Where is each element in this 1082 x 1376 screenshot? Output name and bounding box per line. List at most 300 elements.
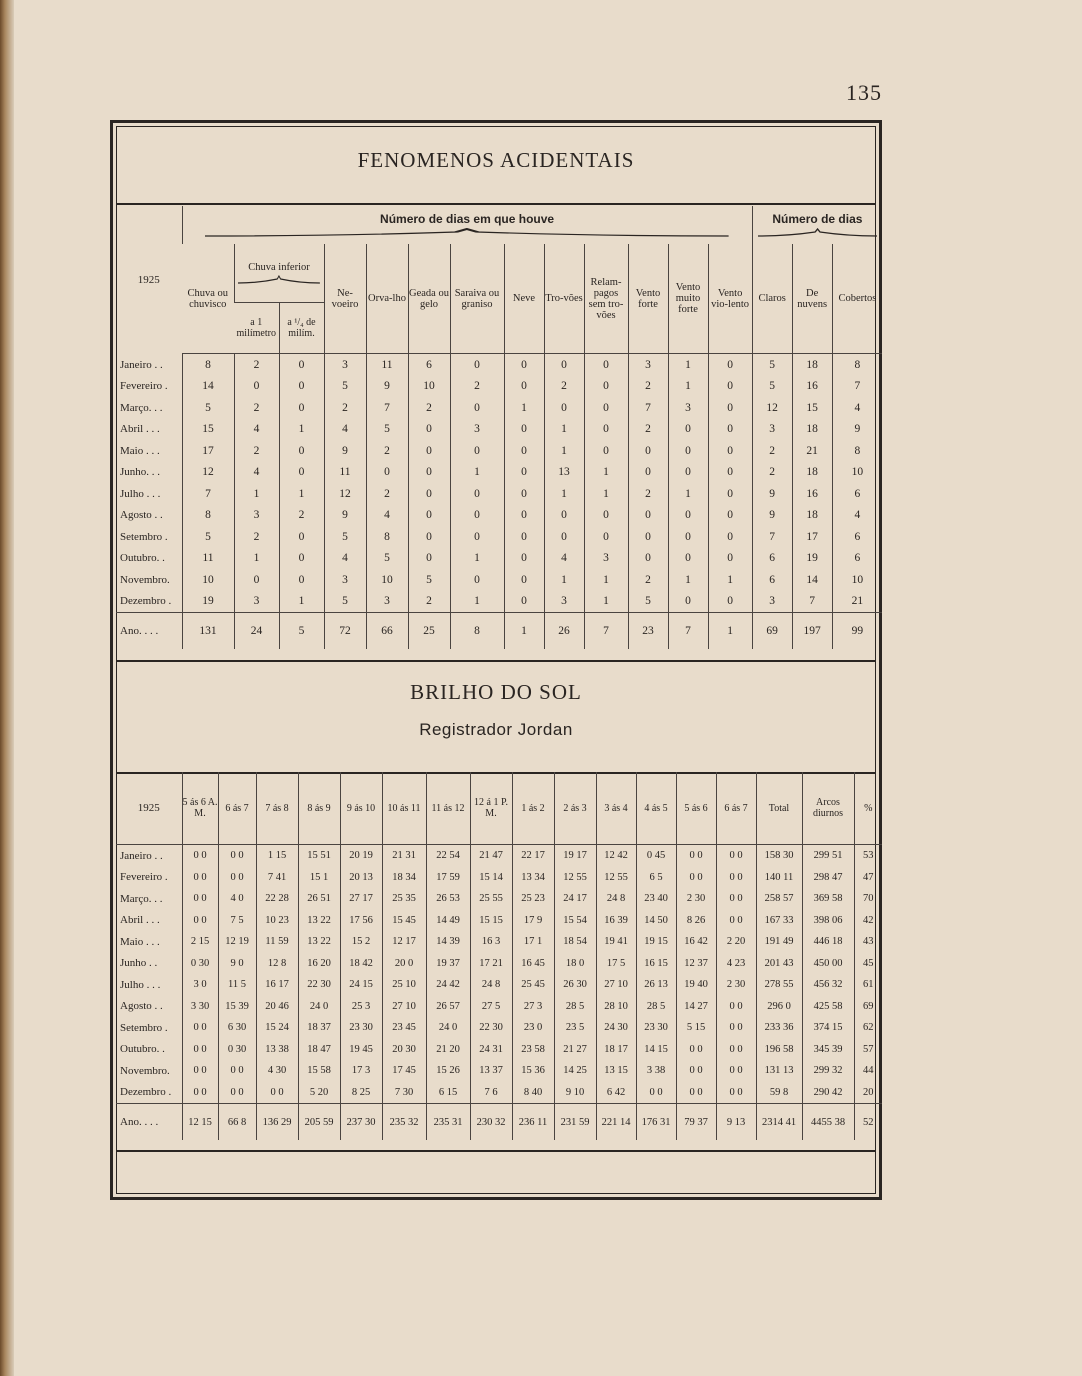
row-label: Junho. . . <box>120 466 161 479</box>
table-row <box>116 526 882 548</box>
table-cell: 22 30 <box>470 1017 512 1039</box>
table-row <box>116 354 882 376</box>
table-cell: 0 0 <box>716 845 756 867</box>
table-cell: 16 15 <box>636 953 676 975</box>
table-cell: 19 <box>792 548 832 570</box>
table-cell: 21 47 <box>470 845 512 867</box>
table-cell: 0 <box>544 397 584 419</box>
table-cell: 0 0 <box>218 867 256 889</box>
table-cell: 2 30 <box>716 974 756 996</box>
table-cell: 299 51 <box>802 845 854 867</box>
table-cell: 237 30 <box>340 1104 382 1141</box>
table-cell: 345 39 <box>802 1039 854 1061</box>
table-cell: 16 42 <box>676 931 716 953</box>
table-cell: 16 17 <box>256 974 298 996</box>
table-cell: 14 27 <box>676 996 716 1018</box>
table-cell: 61 <box>854 974 882 996</box>
table-cell: 2 <box>234 354 279 376</box>
table-cell: 28 10 <box>596 996 636 1018</box>
table-cell: 24 31 <box>470 1039 512 1061</box>
table-cell: 14 <box>792 569 832 591</box>
table-cell: 22 30 <box>298 974 340 996</box>
table-cell: 0 <box>544 505 584 527</box>
table-cell: 12 8 <box>256 953 298 975</box>
table-cell: 3 <box>584 548 628 570</box>
table-cell: 15 58 <box>298 1060 340 1082</box>
table-cell: 10 <box>832 569 882 591</box>
chuva-inferior-label: Chuva inferior <box>248 261 310 273</box>
table-cell: 13 38 <box>256 1039 298 1061</box>
table-cell: 0 <box>279 354 324 376</box>
table-cell: 0 <box>584 354 628 376</box>
col-3-4: 3 ás 4 <box>596 772 636 845</box>
table-cell: 0 <box>668 591 708 613</box>
row-label: Agosto . . <box>120 509 163 522</box>
table-cell: 1 15 <box>256 845 298 867</box>
table-cell: 26 51 <box>298 888 340 910</box>
group-header-days <box>182 206 752 244</box>
year-header-2: 1925 <box>116 772 182 845</box>
table-cell: 0 0 <box>716 1082 756 1104</box>
table-cell: 66 8 <box>218 1104 256 1141</box>
brace-icon <box>238 275 320 285</box>
row-label: Janeiro . . <box>120 849 163 862</box>
table-cell: 10 <box>832 462 882 484</box>
table-cell: 17 <box>182 440 234 462</box>
col-vento-muito-forte: Vento muito forte <box>668 244 708 354</box>
col-5-6: 5 ás 6 A. M. <box>182 772 218 845</box>
table-row <box>116 483 882 505</box>
table-cell: 3 38 <box>636 1060 676 1082</box>
table-cell: 14 25 <box>554 1060 596 1082</box>
table-cell: 14 <box>182 376 234 398</box>
table-cell: 15 39 <box>218 996 256 1018</box>
table-cell: 44 <box>854 1060 882 1082</box>
table-cell: 16 20 <box>298 953 340 975</box>
table-cell: 0 0 <box>676 1039 716 1061</box>
table-cell: 3 30 <box>182 996 218 1018</box>
table-cell: 0 <box>408 419 450 441</box>
table-cell: 24 8 <box>596 888 636 910</box>
table-cell: 1 <box>584 462 628 484</box>
table-cell: 233 36 <box>756 1017 802 1039</box>
table-cell: 2 <box>408 591 450 613</box>
table-cell: 15 2 <box>340 931 382 953</box>
table-cell: 21 20 <box>426 1039 470 1061</box>
table-cell: 158 30 <box>756 845 802 867</box>
row-label: Outubro. . <box>120 1043 165 1056</box>
col-5-6-pm: 5 ás 6 <box>676 772 716 845</box>
table-cell: 369 58 <box>802 888 854 910</box>
table-cell: 15 <box>182 419 234 441</box>
table-cell: 0 <box>584 505 628 527</box>
table-cell: 0 0 <box>182 888 218 910</box>
table-cell: 20 0 <box>382 953 426 975</box>
group-header-sky <box>752 206 882 244</box>
col-1-2: 1 ás 2 <box>512 772 554 845</box>
row-label: Dezembro . <box>120 595 172 608</box>
table-cell: 231 59 <box>554 1104 596 1141</box>
table-cell: 15 14 <box>470 867 512 889</box>
table-cell: 23 5 <box>554 1017 596 1039</box>
table-cell: 0 0 <box>676 1060 716 1082</box>
table-cell: 26 53 <box>426 888 470 910</box>
row-label: Abril . . . <box>120 914 160 927</box>
table-cell: 456 32 <box>802 974 854 996</box>
table-cell: 8 40 <box>512 1082 554 1104</box>
table-cell: 3 <box>450 419 504 441</box>
table-cell: 1 <box>584 569 628 591</box>
table-cell: 7 <box>182 483 234 505</box>
table-cell: 12 55 <box>554 867 596 889</box>
table-cell: 18 42 <box>340 953 382 975</box>
table-cell: 24 0 <box>426 1017 470 1039</box>
table-cell: 0 <box>279 397 324 419</box>
table-cell: 0 <box>408 526 450 548</box>
row-label: Março. . . <box>120 892 163 905</box>
table-cell: 0 <box>366 462 408 484</box>
table-cell: 0 <box>668 505 708 527</box>
table-cell: 8 <box>366 526 408 548</box>
table-cell: 10 <box>366 569 408 591</box>
table-cell: 16 <box>792 376 832 398</box>
row-label: Fevereiro . <box>120 871 168 884</box>
table-cell: 25 35 <box>382 888 426 910</box>
col-neve: Neve <box>504 244 544 354</box>
col-relampagos: Relam-pagos sem tro-vões <box>584 244 628 354</box>
table-cell: 0 <box>708 440 752 462</box>
table-cell: 11 5 <box>218 974 256 996</box>
table-cell: 42 <box>854 910 882 932</box>
table-cell: 1 <box>668 354 708 376</box>
table-cell: 1 <box>584 483 628 505</box>
table-cell: 176 31 <box>636 1104 676 1141</box>
row-label: Setembro . <box>120 1021 168 1034</box>
table-cell: 0 <box>544 526 584 548</box>
table-cell: 6 15 <box>426 1082 470 1104</box>
table-cell: 5 <box>279 613 324 650</box>
table-cell: 0 <box>408 462 450 484</box>
table-cell: 0 0 <box>716 1017 756 1039</box>
table-cell: 0 <box>504 419 544 441</box>
table-cell: 7 <box>832 376 882 398</box>
table-cell: 0 <box>504 569 544 591</box>
table-cell: 296 0 <box>756 996 802 1018</box>
table-cell: 4 30 <box>256 1060 298 1082</box>
table-cell: 0 <box>668 440 708 462</box>
col-10-11: 10 ás 11 <box>382 772 426 845</box>
table-row <box>116 910 882 932</box>
table-cell: 23 0 <box>512 1017 554 1039</box>
table-cell: 12 <box>182 462 234 484</box>
table-cell: 1 <box>708 613 752 650</box>
table-cell: 23 45 <box>382 1017 426 1039</box>
table-cell: 2 <box>628 569 668 591</box>
table-cell: 0 <box>584 419 628 441</box>
table-cell: 1 <box>668 569 708 591</box>
table-cell: 79 37 <box>676 1104 716 1141</box>
table-cell: 0 <box>668 548 708 570</box>
table-cell: 0 <box>708 397 752 419</box>
row-label: Julho . . . <box>120 487 161 500</box>
col-a-quarto-milimetro: a ¹/₄ de milím. <box>279 303 324 354</box>
table-cell: 53 <box>854 845 882 867</box>
table-cell: 2 <box>752 440 792 462</box>
table-cell: 5 <box>628 591 668 613</box>
table-cell: 0 30 <box>182 953 218 975</box>
table-row <box>116 462 882 484</box>
table-cell: 15 51 <box>298 845 340 867</box>
table-cell: 2 <box>366 483 408 505</box>
table-cell: 20 <box>854 1082 882 1104</box>
table-cell: 0 <box>708 462 752 484</box>
table-cell: 2314 41 <box>756 1104 802 1141</box>
table-cell: 4 <box>324 419 366 441</box>
table-cell: 43 <box>854 931 882 953</box>
table-cell: 3 <box>324 354 366 376</box>
table-cell: 0 <box>450 397 504 419</box>
table-cell: 6 <box>752 548 792 570</box>
table-cell: 2 <box>234 397 279 419</box>
table-cell: 1 <box>544 419 584 441</box>
col-vento-violento: Vento vio-lento <box>708 244 752 354</box>
page-binding-edge <box>0 0 14 1376</box>
row-label: Dezembro . <box>120 1086 172 1099</box>
table-cell: 7 41 <box>256 867 298 889</box>
brace-icon <box>205 228 729 238</box>
table-cell: 6 <box>832 526 882 548</box>
table-cell: 0 <box>234 569 279 591</box>
table-cell: 5 <box>366 419 408 441</box>
table-cell: 17 56 <box>340 910 382 932</box>
table-cell: 0 <box>450 440 504 462</box>
row-label: Setembro . <box>120 530 168 543</box>
table-cell: 0 45 <box>636 845 676 867</box>
table-cell: 191 49 <box>756 931 802 953</box>
table-cell: 23 40 <box>636 888 676 910</box>
table-cell: 2 <box>279 505 324 527</box>
table-cell: 3 <box>234 505 279 527</box>
table-cell: 0 <box>708 526 752 548</box>
table-cell: 0 0 <box>716 888 756 910</box>
row-label: Abril . . . <box>120 423 160 436</box>
table-cell: 17 59 <box>426 867 470 889</box>
table-cell: 27 10 <box>596 974 636 996</box>
table-cell: 3 0 <box>182 974 218 996</box>
table-cell: 0 0 <box>716 910 756 932</box>
table-cell: 235 31 <box>426 1104 470 1141</box>
table-cell: 66 <box>366 613 408 650</box>
table-cell: 9 <box>752 505 792 527</box>
table-cell: 11 59 <box>256 931 298 953</box>
col-total: Total <box>756 772 802 845</box>
table-cell: 20 19 <box>340 845 382 867</box>
table-row <box>116 505 882 527</box>
table-cell: 0 0 <box>182 1082 218 1104</box>
table-cell: 20 30 <box>382 1039 426 1061</box>
table-row <box>116 376 882 398</box>
group-header-days-label: Número de dias em que houve <box>380 212 555 226</box>
table-cell: 10 23 <box>256 910 298 932</box>
table-cell: 1 <box>450 462 504 484</box>
table-cell: 0 <box>708 483 752 505</box>
table-cell: 3 <box>628 354 668 376</box>
table-cell: 4 23 <box>716 953 756 975</box>
table-cell: 7 <box>792 591 832 613</box>
table-cell: 22 28 <box>256 888 298 910</box>
table-cell: 0 <box>628 548 668 570</box>
col-2-3: 2 ás 3 <box>554 772 596 845</box>
table-cell: 22 54 <box>426 845 470 867</box>
table-cell: 0 <box>279 462 324 484</box>
table-cell: 15 1 <box>298 867 340 889</box>
col-percent: % <box>854 772 882 845</box>
table-cell: 12 19 <box>218 931 256 953</box>
table-cell: 26 57 <box>426 996 470 1018</box>
table-cell: 0 30 <box>218 1039 256 1061</box>
table-cell: 2 <box>234 440 279 462</box>
table-cell: 16 39 <box>596 910 636 932</box>
page-number: 135 <box>846 80 882 105</box>
table-cell: 13 22 <box>298 931 340 953</box>
table-cell: 0 <box>504 548 544 570</box>
table-cell: 2 <box>544 376 584 398</box>
table-cell: 4 <box>366 505 408 527</box>
table-cell: 425 58 <box>802 996 854 1018</box>
table-row <box>116 548 882 570</box>
table-cell: 1 <box>708 569 752 591</box>
table-cell: 5 <box>752 376 792 398</box>
table-cell: 2 <box>324 397 366 419</box>
table-cell: 2 <box>752 462 792 484</box>
table-row <box>116 1082 882 1104</box>
table-cell: 18 37 <box>298 1017 340 1039</box>
table-row <box>116 953 882 975</box>
table-cell: 21 27 <box>554 1039 596 1061</box>
table-cell: 13 <box>544 462 584 484</box>
table-cell: 20 46 <box>256 996 298 1018</box>
table-row <box>116 440 882 462</box>
table-cell: 278 55 <box>756 974 802 996</box>
table-cell: 17 5 <box>596 953 636 975</box>
table-cell: 0 <box>708 505 752 527</box>
brace-icon <box>758 228 877 238</box>
table-row <box>116 419 882 441</box>
col-vento-forte: Vento forte <box>628 244 668 354</box>
table-cell: 140 11 <box>756 867 802 889</box>
table-cell: 136 29 <box>256 1104 298 1141</box>
col-4-5: 4 ás 5 <box>636 772 676 845</box>
table-cell: 0 0 <box>256 1082 298 1104</box>
table-cell: 10 <box>182 569 234 591</box>
table-row <box>116 931 882 953</box>
table-cell: 12 17 <box>382 931 426 953</box>
table-cell: 4 <box>234 462 279 484</box>
table-cell: 0 0 <box>676 1082 716 1104</box>
table-cell: 25 <box>408 613 450 650</box>
table-cell: 17 <box>792 526 832 548</box>
table-cell: 3 <box>234 591 279 613</box>
table-cell: 5 <box>324 526 366 548</box>
table-row <box>116 397 882 419</box>
table-cell: 5 <box>324 376 366 398</box>
table-cell: 0 <box>628 440 668 462</box>
table-cell: 15 54 <box>554 910 596 932</box>
table-cell: 7 30 <box>382 1082 426 1104</box>
table-cell: 0 0 <box>182 910 218 932</box>
row-label: Maio . . . <box>120 935 160 948</box>
table-cell: 5 <box>182 526 234 548</box>
table-cell: 21 31 <box>382 845 426 867</box>
table-cell: 18 <box>792 462 832 484</box>
row-label: Novembro. <box>120 1064 170 1077</box>
col-trovoes: Tro-vões <box>544 244 584 354</box>
col-cobertos: Cobertos <box>832 244 882 354</box>
table-cell: 0 <box>408 505 450 527</box>
table-cell: 0 <box>504 354 544 376</box>
table-cell: 4 <box>832 505 882 527</box>
table-cell: 0 <box>708 419 752 441</box>
table-cell: 1 <box>450 548 504 570</box>
table-cell: 131 <box>182 613 234 650</box>
table-cell: 9 10 <box>554 1082 596 1104</box>
table-cell: 6 30 <box>218 1017 256 1039</box>
table-cell: 69 <box>854 996 882 1018</box>
table-cell: 0 <box>708 591 752 613</box>
table-cell: 14 50 <box>636 910 676 932</box>
row-label: Agosto . . <box>120 1000 163 1013</box>
col-de-nuvens: De nuvens <box>792 244 832 354</box>
table-cell: 0 <box>504 462 544 484</box>
table-cell: 131 13 <box>756 1060 802 1082</box>
table-cell: 15 15 <box>470 910 512 932</box>
row-label: Fevereiro . <box>120 380 168 393</box>
table-cell: 18 0 <box>554 953 596 975</box>
table-cell: 69 <box>752 613 792 650</box>
table-cell: 1 <box>584 591 628 613</box>
table-cell: 0 0 <box>218 1082 256 1104</box>
table-cell: 0 <box>668 419 708 441</box>
table-cell: 11 <box>324 462 366 484</box>
table-cell: 0 <box>584 440 628 462</box>
table-cell: 1 <box>668 376 708 398</box>
row-label: Junho . . <box>120 957 158 970</box>
table-cell: 23 30 <box>340 1017 382 1039</box>
table-cell: 25 55 <box>470 888 512 910</box>
col-geada: Geada ou gelo <box>408 244 450 354</box>
table-cell: 47 <box>854 867 882 889</box>
fenomenos-table <box>116 206 882 649</box>
table-cell: 13 22 <box>298 910 340 932</box>
total-row <box>116 1104 882 1141</box>
table-cell: 3 <box>752 591 792 613</box>
table-cell: 1 <box>279 483 324 505</box>
table-cell: 0 <box>504 505 544 527</box>
table-cell: 4 <box>832 397 882 419</box>
table-cell: 3 <box>366 591 408 613</box>
table-cell: 0 <box>544 354 584 376</box>
table-cell: 14 39 <box>426 931 470 953</box>
table-cell: 236 11 <box>512 1104 554 1141</box>
table-cell: 298 47 <box>802 867 854 889</box>
table-cell: 230 32 <box>470 1104 512 1141</box>
table-cell: 197 <box>792 613 832 650</box>
col-9-10: 9 ás 10 <box>340 772 382 845</box>
table-cell: 1 <box>450 591 504 613</box>
table-cell: 13 15 <box>596 1060 636 1082</box>
table-cell: 19 17 <box>554 845 596 867</box>
table-cell: 19 40 <box>676 974 716 996</box>
